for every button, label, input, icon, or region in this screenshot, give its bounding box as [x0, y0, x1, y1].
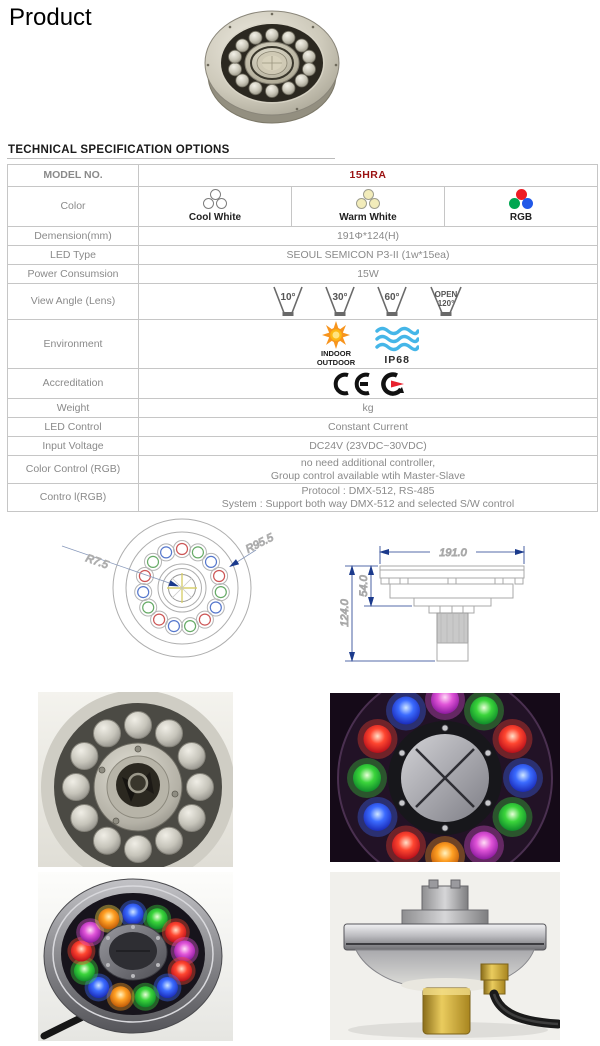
- led-control-value: Constant Current: [139, 418, 598, 437]
- accreditation-marks: [139, 369, 598, 399]
- control-rgb-line1: Protocol : DMX-512, RS-485: [301, 485, 435, 497]
- technical-drawings: [0, 512, 600, 690]
- water-waves-icon: [375, 326, 419, 353]
- row-led-type: [8, 246, 598, 265]
- side-dim-width: 191.0: [439, 547, 467, 559]
- indoor-label: INDOOR: [321, 349, 351, 358]
- row-label: Contro l(RGB): [8, 484, 139, 512]
- svg-text:30°: 30°: [332, 291, 348, 303]
- control-rgb-line2: System : Support both way DMX-512 and selected S/W control: [221, 497, 515, 510]
- photo-angled-lit-rgb: [38, 872, 233, 1041]
- color-control-line1: no need additional controller,: [300, 457, 436, 469]
- row-accreditation: [8, 369, 598, 399]
- row-control-rgb: [8, 484, 598, 512]
- page-title: Product: [9, 4, 92, 31]
- row-label: Input Voltage: [8, 437, 139, 456]
- row-led-control: [8, 418, 598, 437]
- sun-icon: [321, 321, 351, 349]
- hero-product-photo: [195, 5, 350, 140]
- photo-closeup-unlit: [38, 692, 233, 867]
- color-option-warm-white: [292, 187, 445, 227]
- row-label: LED Type: [8, 246, 139, 265]
- weight-value: kg: [139, 399, 598, 418]
- svg-text:OPEN: OPEN: [434, 289, 458, 299]
- heading-rule: [7, 158, 335, 159]
- color-option-label: Warm White: [339, 212, 397, 223]
- row-label: Color: [8, 187, 139, 227]
- beam-angle-30-icon: [317, 286, 363, 318]
- row-model-no: [8, 165, 598, 187]
- control-rgb-value: [139, 484, 598, 512]
- led-dot: [369, 198, 380, 209]
- row-label: LED Control: [8, 418, 139, 437]
- photo-closeup-lit-rgb: [330, 693, 560, 862]
- row-color-control: [8, 456, 598, 484]
- row-weight: [8, 399, 598, 418]
- view-angle-icons: [139, 284, 598, 320]
- row-power: [8, 265, 598, 284]
- row-label: Weight: [8, 399, 139, 418]
- row-label: Power Consumsion: [8, 265, 139, 284]
- front-dim-outer-radius: R95.5: [243, 531, 276, 556]
- side-dim-total-height: 124.0: [339, 599, 351, 627]
- color-option-label: Cool White: [188, 212, 242, 223]
- led-dot: [522, 198, 533, 209]
- spec-table: [7, 164, 598, 512]
- row-dimension: [8, 227, 598, 246]
- led-type-value: SEOUL SEMICON P3-II (1w*15ea): [139, 246, 598, 265]
- color-option-rgb: [445, 187, 598, 227]
- input-voltage-value: DC24V (23VDC~30VDC): [139, 437, 598, 456]
- photo-side-view-brass-stem: [330, 872, 560, 1040]
- color-option-cool-white: [139, 187, 292, 227]
- model-value: 15HRA: [139, 165, 598, 187]
- svg-text:10°: 10°: [280, 291, 296, 303]
- row-label: Accreditation: [8, 369, 139, 399]
- ip-rating-label: IP68: [384, 354, 410, 366]
- beam-angle-10-icon: [265, 286, 311, 318]
- row-label: MODEL NO.: [8, 165, 139, 187]
- beam-angle-60-icon: [369, 286, 415, 318]
- row-environment: [8, 320, 598, 369]
- color-option-label: RGB: [509, 212, 533, 223]
- row-label: Color Control (RGB): [8, 456, 139, 484]
- svg-text:60°: 60°: [384, 291, 400, 303]
- section-heading: TECHNICAL SPECIFICATION OPTIONS: [8, 144, 230, 156]
- svg-text:120°: 120°: [437, 298, 455, 308]
- front-dim-inner-radius: R7.5: [84, 552, 110, 572]
- led-dot: [509, 198, 520, 209]
- row-color: [8, 187, 598, 227]
- beam-angle-open-120-icon: [421, 286, 471, 318]
- color-control-line2: Group control available wtih Master-Slave: [270, 469, 466, 482]
- row-view-angle: [8, 284, 598, 320]
- power-value: 15W: [139, 265, 598, 284]
- side-dim-upper-height: 54.0: [358, 575, 370, 597]
- color-control-value: [139, 456, 598, 484]
- row-label: View Angle (Lens): [8, 284, 139, 320]
- led-dot: [203, 198, 214, 209]
- outdoor-label: OUTDOOR: [316, 358, 356, 367]
- dimension-value: 191Φ*124(H): [139, 227, 598, 246]
- front-view-drawing: [62, 519, 276, 657]
- environment-icons: [139, 320, 598, 369]
- led-dot: [356, 198, 367, 209]
- row-label: Demension(mm): [8, 227, 139, 246]
- ce-mark-icon: [330, 372, 372, 396]
- led-dot: [216, 198, 227, 209]
- row-input-voltage: [8, 437, 598, 456]
- side-view-drawing: [339, 546, 524, 661]
- row-label: Environment: [8, 320, 139, 369]
- cert-cycle-icon: [380, 372, 406, 396]
